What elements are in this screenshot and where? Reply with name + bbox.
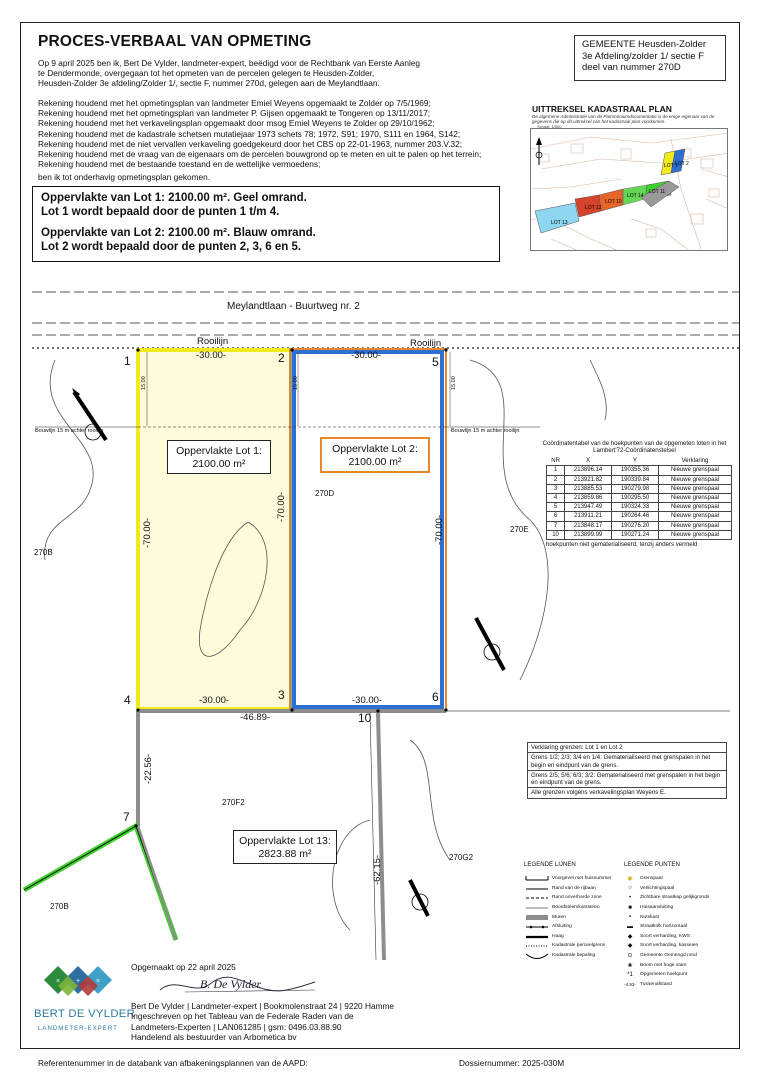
- kadaster-parcel-label: LOT 10: [605, 199, 622, 205]
- kadaster-parcel-label: LOT 11: [649, 189, 666, 195]
- cell-nr: 5: [547, 503, 565, 512]
- parcel-label: 270B: [50, 902, 69, 911]
- lot1-area-label: [167, 440, 271, 474]
- cell-nr: 2: [547, 475, 565, 484]
- parcel-label: 270B: [34, 548, 53, 557]
- firm-line: Ingeschreven op het Tableau van de Federale Raden van de: [131, 1011, 354, 1022]
- boundary-explanation: [527, 742, 727, 799]
- legend-item: [624, 951, 734, 961]
- kadaster-parcel-label: LOT 1: [664, 163, 678, 169]
- legend-label: Tussenafstand: [640, 981, 672, 987]
- svg-text:×: ×: [95, 978, 101, 985]
- legend-label: Verlichtingspaal: [640, 885, 675, 891]
- reference-line: Rekening houdend met het opmetingsplan van landmeter P. Gijsen opgemaakt te Tongeren op 13/11/2017;: [38, 108, 431, 119]
- table-row: [547, 530, 732, 539]
- dimension-label: -22.56-: [143, 753, 154, 784]
- conclusion-text: ben ik tot onderhavig opmetingsplan gekomen.: [38, 172, 211, 182]
- measured-point-icon: *1: [627, 971, 633, 978]
- boundary-post-icon: ◉: [627, 876, 633, 883]
- legend-item: [624, 932, 734, 942]
- lot13-area-title: Oppervlakte Lot 13:: [239, 835, 331, 847]
- legend-label: Rand van de rijbaan: [552, 885, 596, 891]
- cell-nr: 1: [547, 466, 565, 475]
- table-row: [547, 512, 732, 521]
- rooilijn-label: Rooilijn: [197, 336, 229, 347]
- cell-y: 190264.46: [612, 512, 659, 521]
- bouwlijn-label: Bouwlijn 15 m achter rooilijn: [35, 428, 104, 434]
- intro-line: te Dendermonde, overgegaan tot het opmeten van de percelen gelegen te Heusden-Zolder,: [38, 68, 375, 79]
- kadaster-note: De algemene Administratie van de Patrimoniumdocumentatie is de enige eigenaar van de gegevens die op dit uittreksel van het kadastraal plan voorkomen.: [532, 114, 715, 125]
- reference-line: Rekening houdend met de vraag van de eigenaars om de percelen bouwgrond op te meten en uit te palen op het terrein;: [38, 149, 482, 160]
- legend-item: [524, 941, 624, 951]
- cell-verklaring: Nieuwe grenspaal: [658, 521, 731, 530]
- cell-x: 213921.82: [565, 475, 612, 484]
- point-label: 7: [123, 810, 130, 824]
- cell-verklaring: Nieuwe grenspaal: [658, 484, 731, 493]
- cell-x: 213896.14: [565, 466, 612, 475]
- table-row: [547, 466, 732, 475]
- kadaster-scale: Schaal: 1/500: [537, 124, 562, 129]
- dimension-label: -46.89-: [240, 712, 271, 723]
- table-row: [547, 484, 732, 493]
- cell-verklaring: Nieuwe grenspaal: [658, 512, 731, 521]
- reference-line: Rekening houdend met het opmetingsplan van landmeter Emiel Weyens opgemaakt te Zolder op 7/5/1969;: [38, 98, 431, 108]
- cell-y: 190355.36: [612, 466, 659, 475]
- cell-y: 190324.33: [612, 503, 659, 512]
- legend-item: [624, 960, 734, 970]
- unpaved-edge-line-icon: [524, 893, 550, 902]
- signature: [155, 972, 325, 1003]
- legend-label: Huisaansluiting: [640, 905, 674, 911]
- cell-x: 213911.21: [565, 512, 612, 521]
- lot13-area-label: [233, 830, 337, 864]
- dimension-label: -70.00-: [434, 514, 445, 545]
- column-header: Verklaring: [681, 458, 709, 465]
- legend-item: [524, 912, 624, 922]
- intro-line: Heusden-Zolder 3e afdeling/Zolder 1/, sectie F, nummer 270d, gelegen aan de Meylandtlaan.: [38, 78, 380, 89]
- legend-label: Soort verharding, kasseien: [640, 943, 699, 949]
- legend-label: Nutskast: [640, 914, 660, 920]
- lamp-post-icon: ○: [628, 885, 632, 892]
- legend-label: Zichtbare straatkap gelijkgronds: [640, 895, 710, 901]
- point-label: 6: [432, 690, 439, 704]
- legend-label: Haag: [552, 933, 564, 939]
- legend-item: [524, 903, 624, 913]
- cell-x: 213885.53: [565, 484, 612, 493]
- cell-x: 213899.99: [565, 530, 612, 539]
- tree-icon: ❀: [627, 962, 633, 969]
- dimension-label: -30.00-: [199, 695, 230, 706]
- kadaster-parcel-label: LOT 14: [627, 193, 644, 199]
- lot1-area-text: Oppervlakte van Lot 1: 2100.00 m². Geel omrand.: [41, 192, 307, 204]
- point-label: 1: [124, 354, 131, 368]
- legend-label: Straatkolk horizontaal: [640, 924, 688, 930]
- legend-label: Opgemeten hoekpunt: [640, 972, 688, 978]
- cell-y: 190295.50: [612, 494, 659, 503]
- lot2-area-text: Oppervlakte van Lot 2: 2100.00 m². Blauw omrand.: [41, 227, 316, 239]
- gemeente-line: GEMEENTE Heusden-Zolder: [582, 39, 707, 50]
- wall-line-icon: [524, 913, 550, 922]
- cell-y: 190279.98: [612, 484, 659, 493]
- lot2-area-label: [320, 437, 430, 473]
- legend-label: Rand onverharde zone: [552, 895, 602, 901]
- distance-icon: -4.93-: [624, 981, 636, 987]
- firm-details: [131, 1001, 491, 1043]
- point-label: 4: [124, 693, 131, 707]
- dimension-label: 15.00: [451, 376, 457, 390]
- lot1-area-title: Oppervlakte Lot 1:: [176, 445, 262, 457]
- intro-line: Op 9 april 2025 ben ik, Bert De Vylder, landmeter-expert, beëdigd voor de Rechtbank van Eerste Aanleg: [38, 58, 421, 68]
- cell-verklaring: Nieuwe grenspaal: [658, 466, 731, 475]
- logo-subtitle: LANDMETER-EXPERT: [38, 1025, 118, 1032]
- cell-x: 213848.17: [565, 521, 612, 530]
- kadaster-parcel-label: LOT 12: [585, 205, 602, 211]
- cadastral-line-icon: [524, 941, 550, 950]
- legend-item: [624, 922, 734, 932]
- cell-y: 190276.20: [612, 521, 659, 530]
- road-edge-line-icon: [524, 884, 550, 893]
- column-header: NR: [551, 458, 560, 465]
- legend-item: [524, 922, 624, 932]
- legend-item: [524, 932, 624, 942]
- perceel-line: deel van nummer 270D: [582, 62, 681, 73]
- databank-reference: Referentenummer in de databank van afbakeningsplannen van de AAPD:: [38, 1058, 308, 1068]
- kadaster-parcel-label: LOT 13: [551, 220, 568, 226]
- cell-nr: 4: [547, 494, 565, 503]
- kadaster-title: UITTREKSEL KADASTRAAL PLAN: [532, 104, 672, 114]
- legend-item: [624, 970, 734, 980]
- legend-label: Soort verharding, KWS: [640, 933, 691, 939]
- dimension-label: -62.15-: [372, 854, 383, 885]
- reference-line: Rekening houdend met de bestaande toestand en de wettelijke vermoedens;: [38, 159, 321, 170]
- lot2-points-text: Lot 2 wordt bepaald door de punten 2, 3, 6 en 5.: [41, 241, 302, 253]
- svg-text:+: +: [75, 978, 81, 985]
- column-header: Y: [633, 458, 638, 465]
- legend-item: [524, 951, 624, 961]
- lot1-points-text: Lot 1 wordt bepaald door de punten 1 t/m 4.: [41, 206, 280, 218]
- legend-lines: [524, 861, 624, 960]
- point-label: 10: [358, 711, 372, 725]
- cell-x: 213859.86: [565, 494, 612, 503]
- legend-item: [624, 903, 734, 913]
- legend-label: Kadastrale perceelgrens: [552, 943, 606, 949]
- date-text: Opgemaakt op 22 april 2025: [131, 962, 236, 972]
- cell-y: 190339.84: [612, 475, 659, 484]
- point-label: 5: [432, 355, 439, 369]
- point-label: 3: [278, 688, 285, 702]
- boundary-explanation-row: Grens 1/2; 2/3; 3/4 en 1/4: Gematerialiseerd met grenspalen in het begin en eindpunt van de grens.: [528, 753, 726, 771]
- svg-text:×: ×: [55, 978, 61, 985]
- cell-verklaring: Nieuwe grenspaal: [658, 494, 731, 503]
- kadaster-parcel-label: LOT 2: [675, 161, 689, 167]
- table-row: [547, 503, 732, 512]
- round-marker-icon: ⊙: [627, 953, 633, 960]
- reference-line: Rekening houdend met de kadastrale schetsen mutatiejaar 1973 schets 78; 1972, S91; 1970, S111 en 1964, S142;: [38, 128, 461, 139]
- cell-verklaring: Nieuwe grenspaal: [658, 530, 731, 539]
- dimension-label: -30.00-: [352, 695, 383, 706]
- parcel-label: 270F2: [222, 798, 245, 807]
- dimension-label: 15.00: [141, 376, 147, 390]
- cell-x: 213947.49: [565, 503, 612, 512]
- cell-verklaring: Nieuwe grenspaal: [658, 475, 731, 484]
- coordinate-table: [537, 440, 732, 548]
- tree-icon: [476, 618, 504, 670]
- cell-nr: 6: [547, 512, 565, 521]
- tree-icon: [410, 880, 428, 916]
- dossier-number: Dossiernummer: 2025-030M: [459, 1058, 565, 1068]
- dimension-label: -70.00-: [276, 491, 287, 522]
- dimension-label: 15.00: [293, 376, 299, 390]
- curb-line-icon: [524, 903, 550, 912]
- legend-points-title: LEGENDE PUNTEN: [624, 861, 680, 868]
- point-label: 2: [278, 351, 285, 365]
- boundary-explanation-row: Grens 2/5; 5/6; 6/3; 3/2: Gematerialiseerd met grenspalen in het begin en eindpunt van de grens.: [528, 771, 726, 789]
- reference-line: Rekening houdend met de niet vervallen verkaveling goedgekeurd door het CBS op 22-01-1963, nummer 203.V.32;: [38, 138, 463, 149]
- cell-nr: 7: [547, 521, 565, 530]
- legend-item: [624, 893, 734, 903]
- reference-line: Rekening houdend met het verkavelingsplan opgemaakt door msog Emiel Weyens te Zolder op 29/10/1962;: [38, 118, 435, 129]
- table-row: [547, 494, 732, 503]
- parcel-label: 270E: [510, 525, 529, 534]
- cell-verklaring: Nieuwe grenspaal: [658, 503, 731, 512]
- legend-item: [624, 912, 734, 922]
- utility-box-icon: ▪: [628, 914, 632, 921]
- legend-label: Kadastrale bepaling: [552, 953, 596, 959]
- bouwlijn-label: Bouwlijn 15 m achter rooilijn: [451, 428, 520, 434]
- legend-item: [624, 884, 734, 894]
- firm-line: Landmeters-Experten | LAN061285 | gsm: 0496.03.88.90: [131, 1021, 342, 1032]
- legend-item: [624, 941, 734, 951]
- coordinate-table-caption: Coördinatentabel van de hoekpunten van de opgemeten loten in het Lambert'72-Coördinatenstelsel: [542, 440, 727, 455]
- boundary-explanation-row: Alle grenzen volgens verkavelingsplan Weyens E.: [531, 789, 666, 797]
- table-row: [547, 475, 732, 484]
- house-connection-icon: ■: [628, 904, 632, 911]
- dimension-label: -30.00-: [196, 350, 227, 361]
- legend-label: Gemeente Gemengd rond: [640, 953, 697, 959]
- parcel-label: 270D: [315, 489, 335, 498]
- logo-name: BERT DE VYLDER: [34, 1008, 136, 1020]
- rooilijn-label: Rooilijn: [410, 338, 442, 349]
- company-logo: [40, 962, 116, 1011]
- legend-item: [524, 884, 624, 894]
- pavement-kws-icon: ◆: [627, 933, 633, 940]
- table-row: [547, 521, 732, 530]
- legend-label: Voorgevel met huisnummer: [552, 876, 612, 882]
- column-header: X: [586, 458, 591, 465]
- lot2-area-value: 2100.00 m²: [348, 455, 402, 468]
- cell-nr: 3: [547, 484, 565, 493]
- firm-line: Handelend als bestuurder van Arbometica bv: [131, 1032, 297, 1043]
- legend-label: Muren: [552, 914, 566, 920]
- cell-nr: 10: [547, 530, 565, 539]
- legend-label: Afsluiting: [552, 924, 572, 930]
- cadastral-curve-icon: [524, 951, 550, 960]
- boundary-explanation-header: Verklaring grenzen: Lot 1 en Lot 2: [528, 743, 726, 753]
- dimension-label: -70.00-: [142, 517, 153, 548]
- signature-text: B. De Vylder: [200, 977, 262, 991]
- page-title: PROCES-VERBAAL VAN OPMETING: [38, 33, 312, 50]
- legend-lines-title: LEGENDE LIJNEN: [524, 861, 576, 868]
- facade-line-icon: [524, 874, 550, 883]
- pavement-cobble-icon: ◆: [627, 943, 633, 950]
- legend-item: [524, 893, 624, 903]
- afdeling-line: 3e Afdeling/zolder 1/ sectie F: [582, 50, 704, 62]
- firm-line: Bert De Vylder | Landmeter-expert | Bookmolenstraat 24 | 9220 Hamme: [131, 1001, 395, 1011]
- hedge-line-icon: [524, 932, 550, 941]
- street-cap-icon: •: [628, 894, 632, 901]
- legend-item: [624, 980, 734, 990]
- street-drain-icon: ▬: [627, 923, 633, 930]
- street-name: Meylandtlaan - Buurtweg nr. 2: [227, 301, 360, 312]
- legend-label: Grenspaal: [640, 876, 663, 882]
- legend-item: [524, 874, 624, 884]
- legend-item: [624, 874, 734, 884]
- legend-label: Boom met hoge stam: [640, 962, 687, 968]
- lot13-area-value: 2823.88 m²: [258, 847, 312, 860]
- dimension-label: -30.00-: [351, 350, 382, 361]
- lot2-area-title: Oppervlakte Lot 2:: [332, 443, 418, 455]
- legend-points: [624, 861, 734, 989]
- coordinate-table-footer: hoekpunten niet gematerialiseerd, tenzij anders vermeld: [546, 541, 698, 549]
- cell-y: 190271.24: [612, 530, 659, 539]
- fence-line-icon: [524, 922, 550, 931]
- legend-label: Boordsteen/kantsteen: [552, 905, 600, 911]
- lot1-area-value: 2100.00 m²: [192, 457, 246, 470]
- parcel-label: 270G2: [449, 853, 474, 862]
